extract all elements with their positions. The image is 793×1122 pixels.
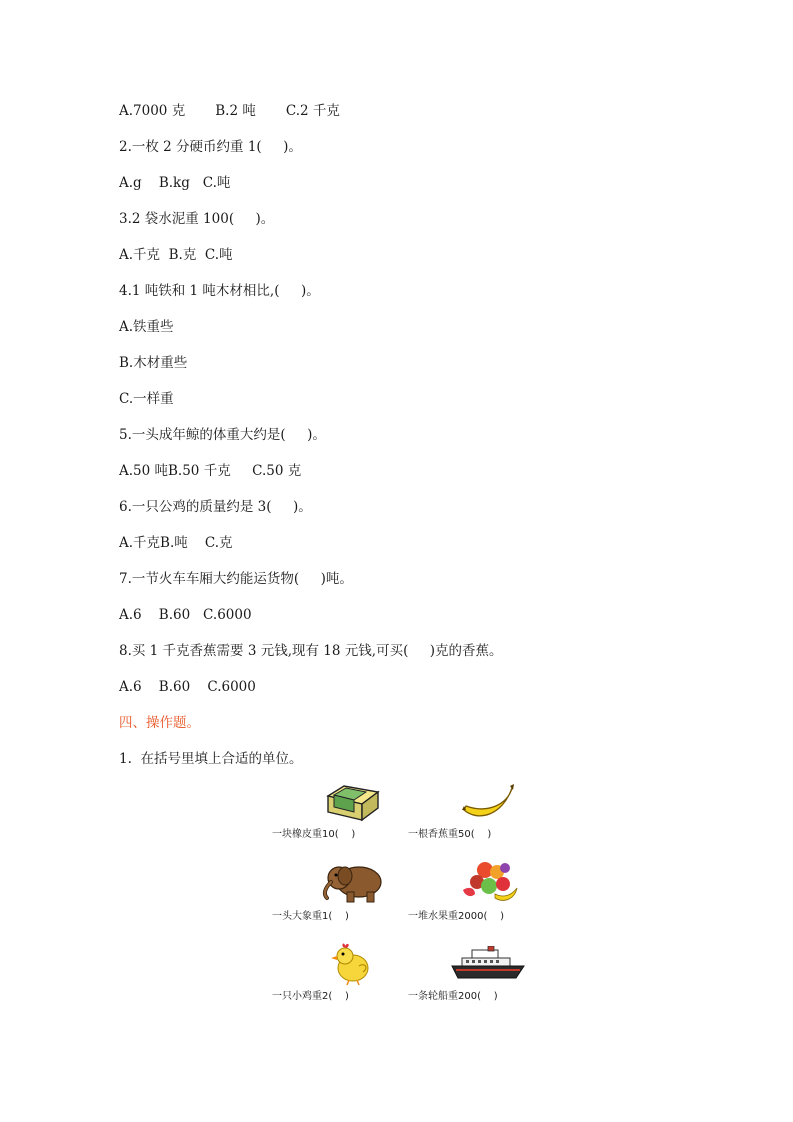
banana-icon [458,782,518,824]
question-3: 3.2 袋水泥重 100( )。 [119,211,275,227]
fruit-pile-icon [455,860,521,906]
caption-banana: 一根香蕉重50( ) [408,829,492,840]
figure-banana [408,782,568,842]
answer-options-q1: A.7000 克 B.2 吨 C.2 千克 [119,103,340,119]
caption-ship: 一条轮船重200( ) [408,991,498,1002]
caption-elephant: 一头大象重1( ) [272,911,349,922]
question-2: 2.一枚 2 分硬币约重 1( )。 [119,139,302,155]
caption-fruit-pile: 一堆水果重2000( ) [408,911,504,922]
operation-question-1: 1. 在括号里填上合适的单位。 [119,751,303,767]
answer-options-q7: A.6 B.60 C.6000 [119,607,252,623]
answer-options-q6: A.千克B.吨 C.克 [119,535,233,551]
answer-option-q4-b: B.木材重些 [119,355,188,371]
question-5: 5.一头成年鲸的体重大约是( )。 [119,427,326,443]
section-title: 四、操作题。 [119,715,200,731]
figure-fruit-pile [408,860,568,924]
question-6: 6.一只公鸡的质量约是 3( )。 [119,499,312,515]
figure-ship [408,946,568,1004]
answer-option-q4-a: A.铁重些 [119,319,174,335]
question-8: 8.买 1 千克香蕉需要 3 元钱,现有 18 元钱,可买( )克的香蕉。 [119,643,503,659]
eraser-icon [322,782,382,824]
question-7: 7.一节火车车厢大约能运货物( )吨。 [119,571,353,587]
answer-options-q8: A.6 B.60 C.6000 [119,679,256,695]
answer-option-q4-c: C.一样重 [119,391,174,407]
chick-icon [327,940,377,986]
question-4: 4.1 吨铁和 1 吨木材相比,( )。 [119,283,320,299]
answer-options-q3: A.千克 B.克 C.吨 [119,247,233,263]
caption-chick: 一只小鸡重2( ) [272,991,349,1002]
ship-icon [450,946,526,986]
answer-options-q5: A.50 吨B.50 千克 C.50 克 [119,463,302,479]
answer-options-q2: A.g B.kg C.吨 [119,175,231,191]
caption-eraser: 一块橡皮重10( ) [272,829,356,840]
elephant-icon [317,860,387,906]
